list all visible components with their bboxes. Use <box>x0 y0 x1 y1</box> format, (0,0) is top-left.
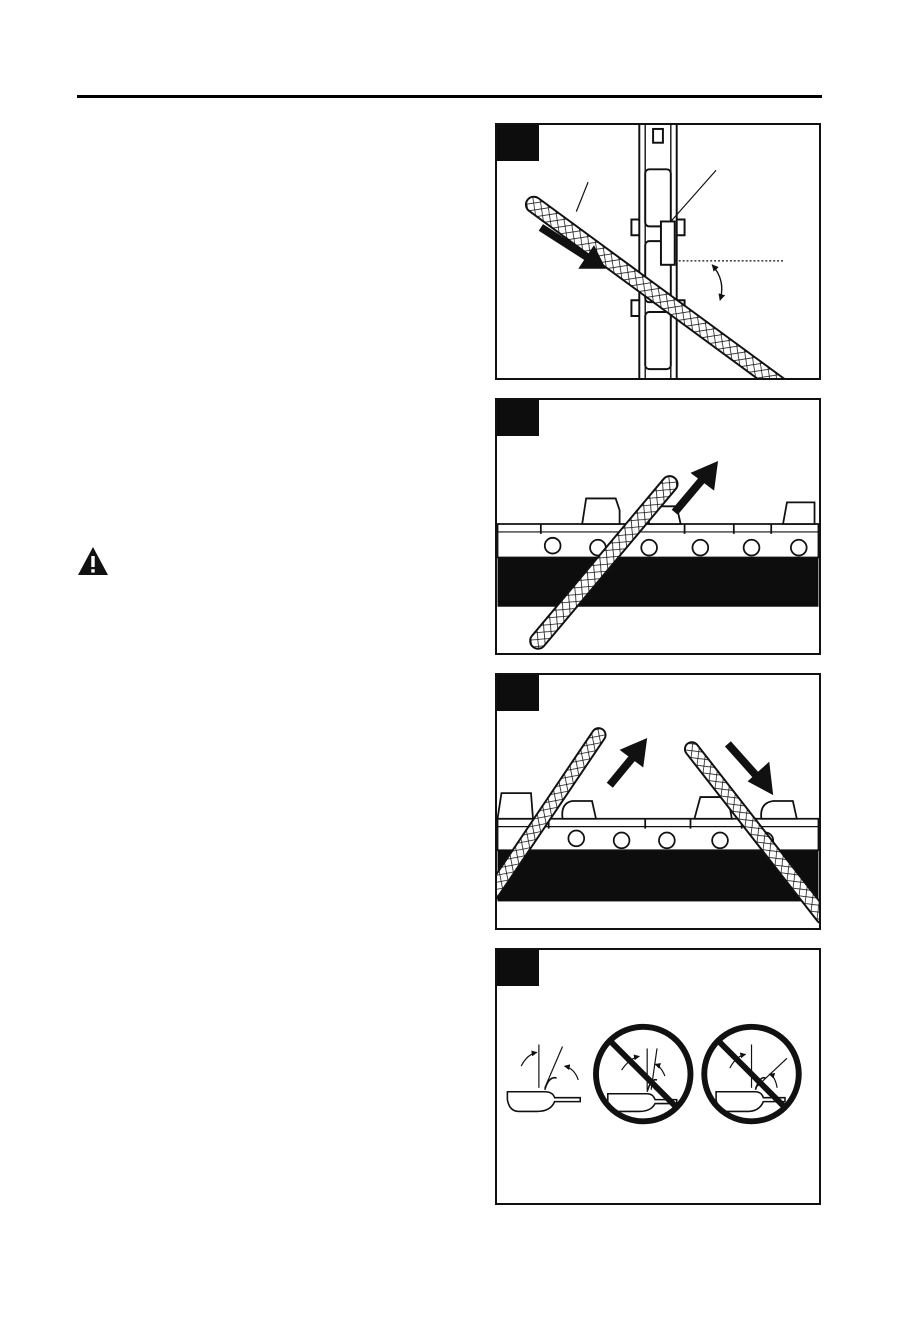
figure-3-file-direction <box>495 673 821 930</box>
figure-1-tag <box>497 125 539 161</box>
figure-4-cutter-angles <box>495 948 821 1205</box>
warning-triangle-icon <box>77 546 109 576</box>
figure-3-tag <box>497 675 539 711</box>
figure-4-tag <box>497 950 539 986</box>
header-rule <box>77 95 822 98</box>
figure-2-tag <box>497 400 539 436</box>
figure-2-illustration <box>497 400 819 653</box>
cutter-incorrect-1 <box>596 1027 691 1122</box>
figure-1-file-angle <box>495 123 821 380</box>
figure-1-illustration <box>497 125 819 378</box>
figure-2-file-stroke <box>495 398 821 655</box>
figure-3-illustration <box>497 675 819 928</box>
cutter-incorrect-2 <box>704 1027 799 1122</box>
cutter-correct <box>507 1045 580 1112</box>
figure-4-illustration <box>497 950 819 1203</box>
